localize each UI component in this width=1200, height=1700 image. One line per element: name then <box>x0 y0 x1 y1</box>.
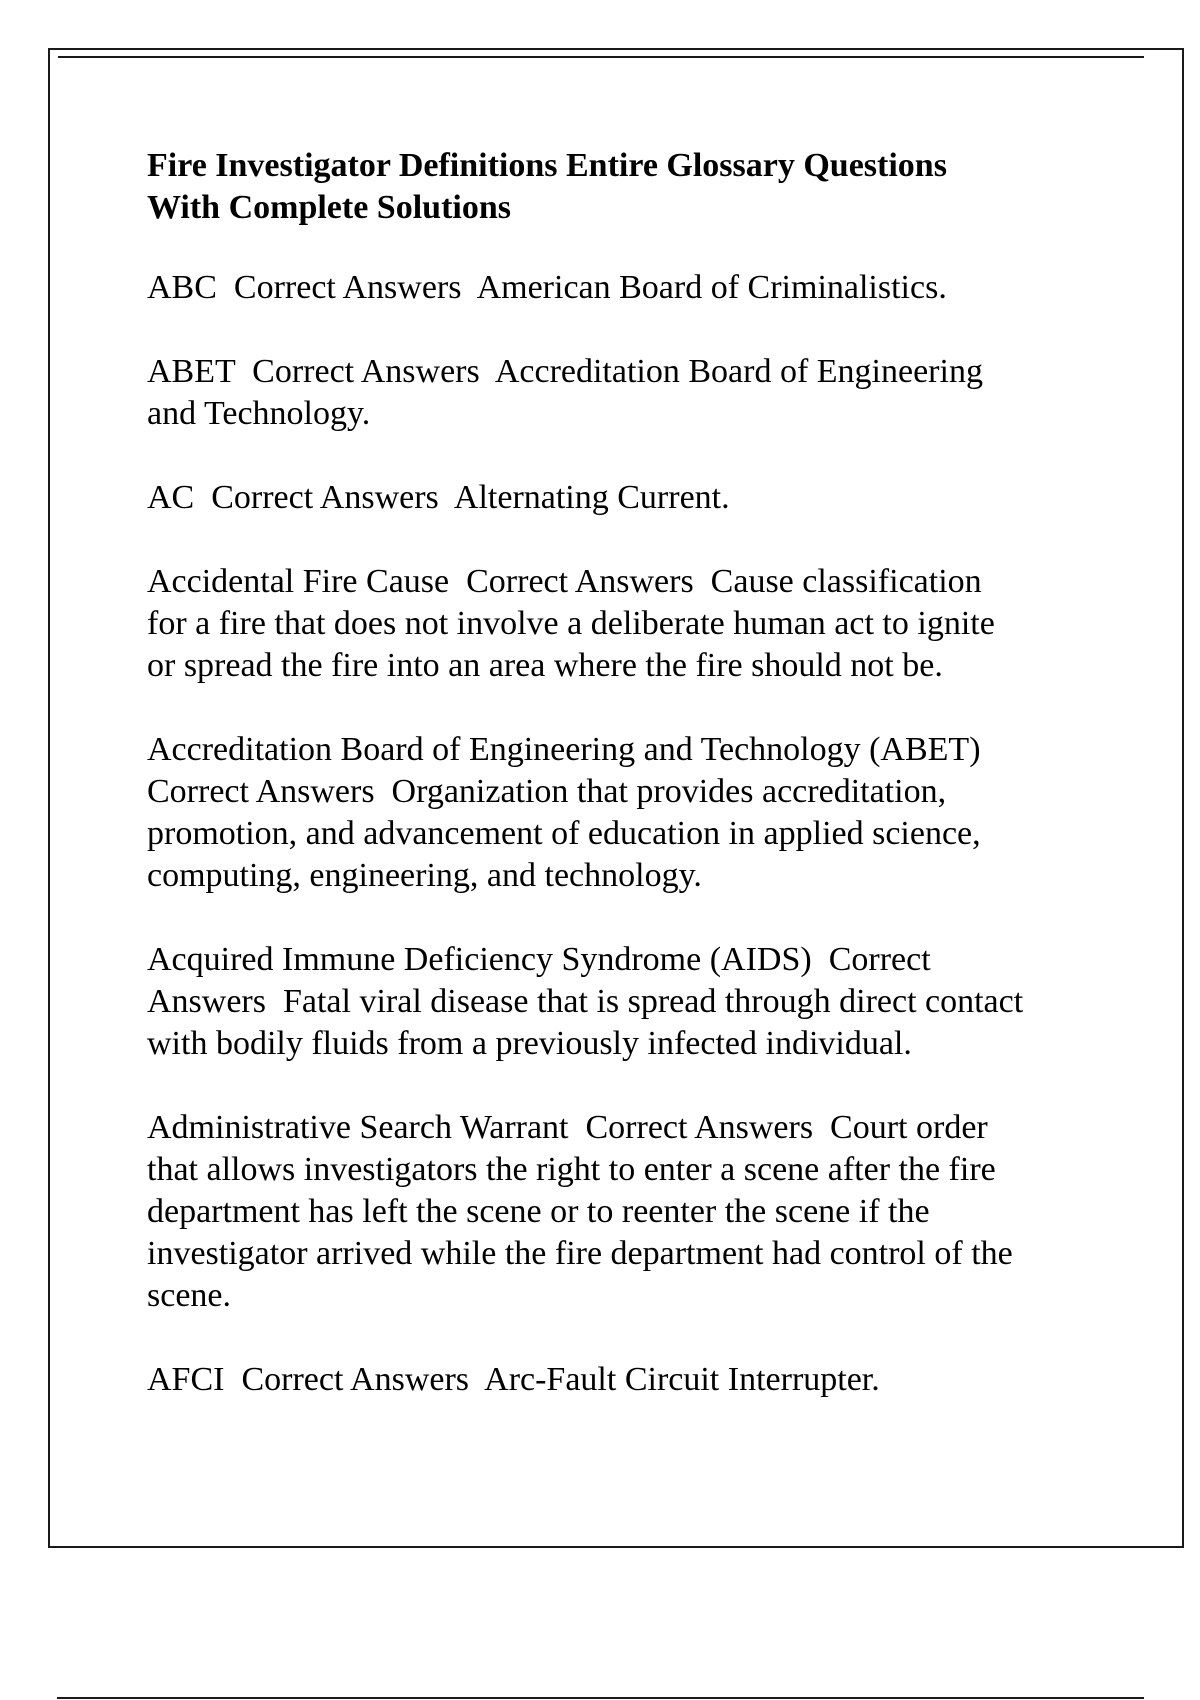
glossary-entry: ABET Correct Answers Accreditation Board of Engineering and Technology. <box>147 353 983 432</box>
glossary-entry: Acquired Immune Deficiency Syndrome (AIDS) Correct Answers Fatal viral disease that is spread through direct contact with bodily fluids from a previously infected individual. <box>147 941 1024 1062</box>
document-title-line-1: Fire Investigator Definitions Entire Glossary Questions <box>147 147 947 184</box>
glossary-entry: Accidental Fire Cause Correct Answers Cause classification for a fire that does not involve a deliberate human act to ignite or spread the fire into an area where the fire should not be. <box>147 563 995 684</box>
glossary-entry: Administrative Search Warrant Correct Answers Court order that allows investigators the right to enter a scene after the fire department has left the scene or to reenter the scene if the investigator arrived while the fire department had control of the scene. <box>147 1109 1013 1314</box>
document-title-line-2: With Complete Solutions <box>147 189 511 226</box>
glossary-entry: AC Correct Answers Alternating Current. <box>147 479 730 516</box>
top-rule <box>58 56 1144 58</box>
bottom-rule <box>57 1697 1144 1699</box>
glossary-entry: ABC Correct Answers American Board of Criminalistics. <box>147 269 947 306</box>
glossary-entry: Accreditation Board of Engineering and Technology (ABET) Correct Answers Organization that provides accreditation, promotion, and advancement of education in applied science, computing, engineering, and technology. <box>147 731 981 894</box>
page-frame <box>48 48 1184 1548</box>
glossary-entry: AFCI Correct Answers Arc-Fault Circuit Interrupter. <box>147 1361 880 1398</box>
document-title <box>147 145 1137 229</box>
document-content <box>147 145 1137 1443</box>
